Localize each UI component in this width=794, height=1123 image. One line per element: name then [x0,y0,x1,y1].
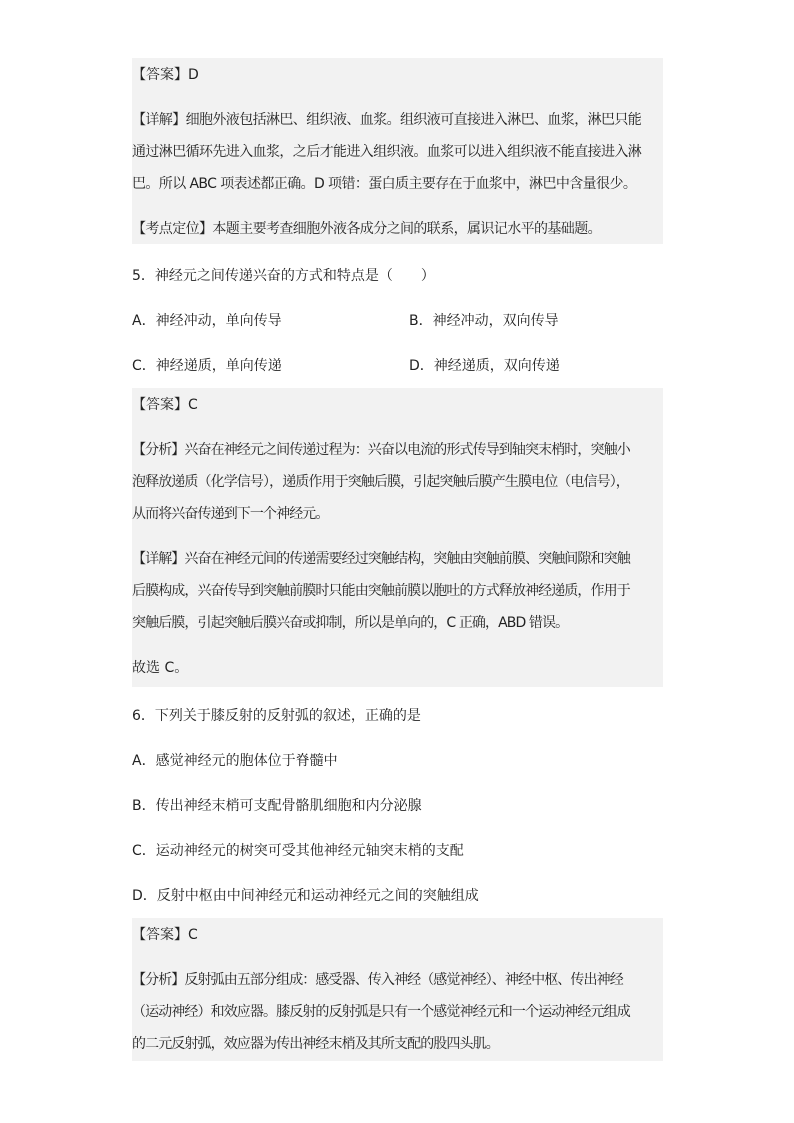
q4-detail-line-3: 巴。所以 ABC 项表述都正确。D 项错：蛋白质主要存在于血浆中，淋巴中含量很少。 [132,176,637,192]
q6-option-b: B．传出神经末梢可支配骨骼肌细胞和内分泌腺 [132,798,422,814]
q5-detail-line-3: 突触后膜，引起突触后膜兴奋或抑制，所以是单向的，C 正确，ABD 错误。 [132,615,569,631]
q5-detail-line-2: 后膜构成，兴奋传导到突触前膜时只能由突触前膜以胞吐的方式释放神经递质，作用于 [132,583,630,599]
q5-option-c: C．神经递质，单向传递 [132,358,282,374]
q4-kaodian: 【考点定位】本题主要考查细胞外液各成分之间的联系，属识记水平的基础题。 [132,221,601,237]
q5-detail-line-1: 【详解】兴奋在神经元间的传递需要经过突触结构，突触由突触前膜、突触间隙和突触 [132,551,630,567]
q5-option-b: B．神经冲动，双向传导 [409,313,559,329]
q5-analysis-line-3: 从而将兴奋传递到下一个神经元。 [132,506,329,522]
q5-answer: 【答案】C [132,397,198,413]
q6-analysis-line-3: 的二元反射弧，效应器为传出神经末梢及其所支配的股四头肌。 [132,1036,499,1052]
document-page [132,58,663,1061]
q6-option-c: C．运动神经元的树突可受其他神经元轴突末梢的支配 [132,843,464,859]
q5-option-d: D．神经递质，双向传递 [409,358,560,374]
q6-answer: 【答案】C [132,927,198,943]
q6-question: 6．下列关于膝反射的反射弧的叙述，正确的是 [132,708,421,724]
q5-question: 5．神经元之间传递兴奋的方式和特点是（ ） [132,268,435,284]
q5-analysis-line-1: 【分析】兴奋在神经元之间传递过程为：兴奋以电流的形式传导到轴突末梢时，突触小 [132,442,630,458]
q6-analysis-line-1: 【分析】反射弧由五部分组成：感受器、传入神经（感觉神经）、神经中枢、传出神经 [132,972,623,988]
q5-analysis-line-2: 泡释放递质（化学信号），递质作用于突触后膜，引起突触后膜产生膜电位（电信号）， [132,474,629,490]
q6-answer-block [132,918,663,1061]
q5-conclusion: 故选 C。 [132,660,189,676]
q6-option-d: D．反射中枢由中间神经元和运动神经元之间的突触组成 [132,888,479,904]
q4-detail-line-2: 通过淋巴循环先进入血浆，之后才能进入组织液。血浆可以进入组织液不能直接进入淋 [132,144,642,160]
q4-detail-line-1: 【详解】细胞外液包括淋巴、组织液、血浆。组织液可直接进入淋巴、血浆，淋巴只能 [132,112,642,128]
q5-answer-block [132,388,663,687]
q5-options-row-2 [132,355,663,377]
q5-options-row-1 [132,310,663,332]
q4-answer: 【答案】D [132,67,199,83]
q5-option-a: A．神经冲动，单向传导 [132,313,282,329]
q6-analysis-line-2: （运动神经）和效应器。膝反射的反射弧是只有一个感觉神经元和一个运动神经元组成 [132,1004,630,1020]
q4-answer-block [132,58,663,244]
q6-option-a: A．感觉神经元的胞体位于脊髓中 [132,753,338,769]
